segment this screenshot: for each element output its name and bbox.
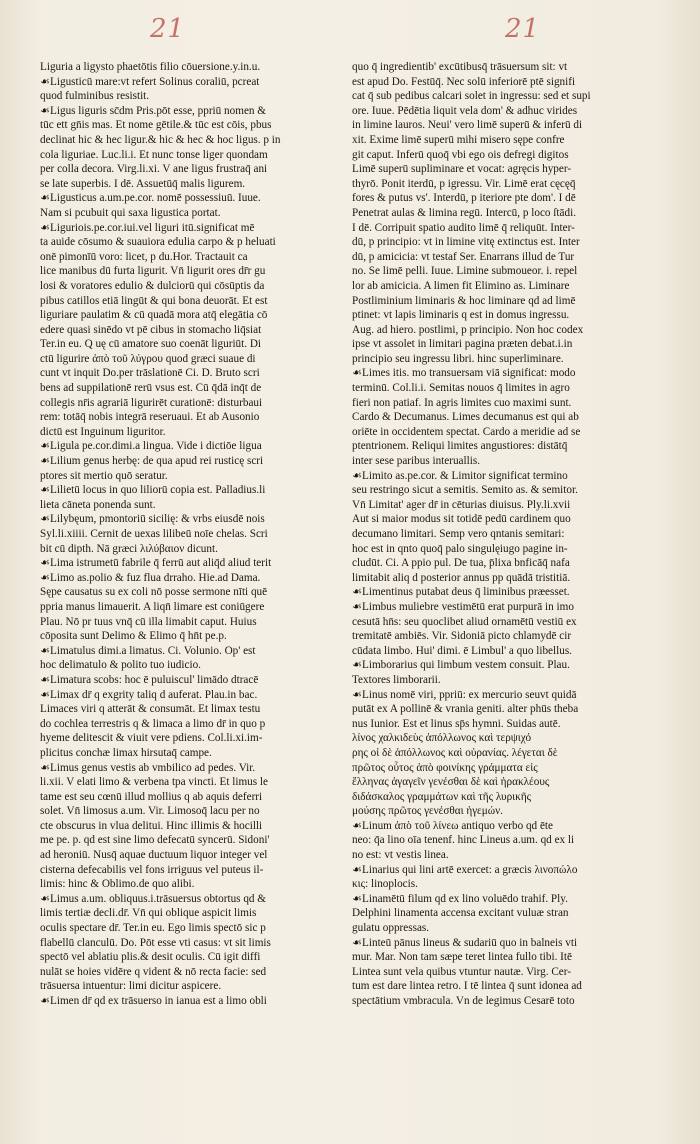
text-line: dū, p principio: vt in limine vitę extinctus est. Inter: [352, 236, 580, 249]
text-line: tum est dare lintea retro. I tē lintea q̄ sunt idonea ad: [352, 980, 582, 993]
text-line: oriēte in occidentem spectat. Cardo a meridie ad se: [352, 425, 581, 438]
text-line: cunt vt inquit Do.per trāslationē Ci. D. Bruto scri: [40, 367, 260, 380]
text-line: Sępe causatus su ex coli nō posse sermone nīti quē: [40, 586, 268, 599]
text-line: xit. Exime limē superū mihi misero sępe confre: [352, 133, 565, 146]
text-line: ☙Ligusticus a.um.pe.cor. nomē possessiuū. Iuue.: [40, 192, 261, 205]
text-line: ρης οἱ δὲ ἀπόλλωνος καὶ οὐρανίας. λέγεται δὲ: [352, 746, 558, 759]
text-line: cte obscurus in vlua delitui. Hinc illimis & hocilli: [40, 819, 263, 832]
text-line: ☙Limo as.polio & fuz flua drraho. Hie.ad Dama.: [40, 571, 261, 584]
text-line: Syl.li.xiiii. Cernit de uexas lilibeū noīe chelas. Scri: [40, 528, 268, 540]
text-line: ☙Lilium genus herbę: de qua apud rei rusticę scri: [40, 455, 264, 468]
text-line: I dē. Corripuit spatio audito limē q̄ reliquūt. Inter-: [352, 221, 575, 234]
text-line: ptentrionem. Reliqui limites angustiores: distātq̄: [352, 440, 568, 453]
text-line: ptinet: vt lapis liminaris q est in domus ingressu.: [352, 309, 570, 322]
text-line: seu restringo sicut a semitis. Semito as. & semitor.: [352, 484, 578, 497]
text-line: limitabit aliq d posterior annus pp quādā tristitiā.: [352, 571, 571, 584]
text-line: do cochlea terrestris q & limaca a limo dr̄ in quo p: [40, 717, 266, 730]
folio-number-left: 21: [150, 14, 186, 44]
text-line: in limine lauros. Neui' vero limē superū & inferū di: [352, 119, 583, 132]
text-line: hoc delimatulo & polito tuo iudicio.: [40, 659, 201, 672]
text-line: Delphini linamenta accensa excitant vuluæ stran: [352, 907, 569, 920]
text-line: rem: totāq̄ nobis integrā reseruaui. Et ab Ausonio: [40, 411, 260, 424]
text-line: ppria manus limauerit. A liqn̄ limare est coniūgere: [40, 600, 265, 613]
text-line: pibus catillos etiā lingūt & qui bona deuorāt. Et est: [40, 294, 268, 307]
text-line: hoc est in qnto quoq̄ palo singulęiugo pagine in-: [352, 542, 568, 555]
text-line: Lintea sunt vela quibus vtuntur nautæ. Virg. Cer-: [352, 965, 571, 978]
text-line: cola liguriae. Luc.li.i. Et nunc tonse liger quondam: [40, 148, 268, 161]
text-line: li.xii. V elati limo & verbena tpa vincti. Et limus le: [40, 776, 268, 789]
text-line: ad heroniū. Nusq̄ aquae ductuum liquor integer vel: [40, 849, 268, 862]
text-line: bit cū dipth. Nā græci λιλύβαιον dicunt.: [40, 542, 218, 555]
text-line: ☙Linum ἀπὸ τοῦ λίνεω antiquo verbo qd ēte: [352, 819, 553, 832]
text-line: ἕλληνας ἀγαγεῖν γενέσθαι δὲ καὶ ἡρακλέους: [352, 776, 550, 789]
text-line: edere quasi sinēdo vt pē cibus in stomacho liq̄siat: [40, 323, 262, 336]
text-line: onē pimonīū voro: licet, p du.Hor. Tractauit ca: [40, 250, 248, 263]
text-line: ta auide cōsumo & suauiora edulia carpo & p heluati: [40, 236, 276, 249]
text-line: no. Se limē pelli. Iuue. Limine submoueor. i. repel: [352, 265, 578, 278]
text-line: neo: q̄a lino oīa tenenf. hinc Lineus a.um. qd ex li: [352, 834, 575, 847]
text-line: ☙Lima istrumetū fabrile q̄ ferrū aut aliq̄d aliud terit: [40, 557, 272, 570]
text-line: ☙Limborarius qui limbum vestem consuit. Plau.: [352, 659, 570, 672]
text-line: quod fulminibus resistit.: [40, 90, 150, 103]
text-line: ☙Linamētū filum qd ex lino voluēdo trahif. Ply.: [352, 892, 568, 905]
text-line: lice manibus dū furta ligurit. Vn̄ ligurit ores dr̄r gu: [40, 265, 266, 278]
text-line: ☙Ligula pe.cor.dimi.a lingua. Vide i dictiōe ligua: [40, 440, 262, 453]
text-line: cat q̄ sub pedibus calcari solet in ingressu: sed et supi: [352, 90, 591, 103]
text-line: lor ab amicicia. A limen fit Elimino as. Liminare: [352, 279, 570, 292]
text-line: spectātium vmbracula. Vn de legimus Cesarē toto: [352, 995, 575, 1007]
text-line: git caput. Inferū quoq̄ vbi ego ois defregi digitos: [352, 148, 569, 161]
text-line: plicitus conchæ limax hirsutaq̄ campe.: [40, 746, 212, 759]
text-line: ☙Limus genus vestis ab vmbilico ad pedes. Vir.: [40, 761, 256, 774]
text-line: Ter.in eu. Q uę cū amatore suo coenāt liguriūt. Di: [40, 338, 262, 351]
text-line: quo q̄ ingredientib' excūtibusq̄ trāsuersum sit: vt: [352, 61, 568, 73]
text-line: Nam si pcubuit qui saxa ligustica portat.: [40, 206, 221, 219]
text-line: principio seu ingressu libri. hinc superliminare.: [352, 352, 564, 365]
text-line: ☙Limito as.pe.cor. & Limitor significat termino: [352, 469, 568, 482]
text-line: flabellū clanculū. Do. Pōt esse vti casus: vt sit limis: [40, 936, 271, 949]
text-line: ☙Limentinus putabat deus q̄ liminibus præesset.: [352, 586, 570, 599]
text-line: hyeme delitescit & viuit vere pdiens. Col.li.xi.im-: [40, 732, 263, 745]
text-line: λίνος χαλκιδεὺς ἀπόλλωνος καὶ τερψιχό: [352, 732, 532, 745]
left-text-column: [40, 60, 338, 1009]
text-line: per colla decora. Virg.li.xi. V ane ligus frustraq̄ ani: [40, 163, 268, 176]
text-line: no est: vt vestis linea.: [352, 849, 449, 862]
text-line: ☙Limatulus dimi.a limatus. Ci. Volunio. Op' est: [40, 644, 256, 657]
text-line: cōposita sunt Delimo & Elimo q̄ hn̄t pe.p.: [40, 630, 227, 643]
text-line: Postliminium liminaris & hoc liminare qd ad limē: [352, 294, 576, 307]
text-line: solet. Vn̄ limosus a.um. Vir. Limosoq̄ lacu per no: [40, 805, 260, 818]
text-line: liguriare paulatim & cū quadā mora atq̄ elegātia cō: [40, 309, 268, 322]
text-line: cūdata limbo. Hui' dimi. ē Limbul' a quo libellus.: [352, 644, 572, 657]
text-line: ☙Limus a.um. obliquus.i.trāsuersus obtortus qd &: [40, 892, 267, 905]
text-line: Aut si maior modus sit totidē pedū cardinem quo: [352, 513, 571, 526]
text-line: μούσης πρῶτος γενέσθαι ἡγεμών.: [352, 805, 503, 818]
text-line: collegis nr̄is agrariā ligurirēt curationē: disturbaui: [40, 396, 263, 409]
text-line: lieta cāneta ponenda sunt.: [40, 498, 156, 511]
text-line: mur. Mar. Non tam sæpe teret lintea fullo tibi. Itē: [352, 951, 572, 964]
text-line: πρῶτος οὗτος ἀπὸ φοινίκης γράμματα εἰς: [352, 761, 538, 774]
text-line: Vn̄ Limitat' ager dr̄ in cēturias diuisus. Ply.li.xvii: [352, 498, 571, 511]
text-line: ☙Lilietū locus in quo liliorū copia est. Palladius.li: [40, 484, 266, 497]
text-line: nus Iunior. Est et linus sp̄s hymni. Suidas autē.: [352, 717, 561, 730]
text-line: bens ad suppilationē rerū vsus est. Cū q̄dā inq̄t de: [40, 382, 262, 395]
text-line: est apud Do. Festūq̄. Nec solū inferiorē ptē signifi: [352, 75, 576, 88]
text-line: oculis spectare dr̄. Ter.in eu. Ego limis spectō sic p: [40, 922, 266, 935]
text-line: ☙Ligusticū mare:vt refert Solinus coraliū, pcreat: [40, 75, 260, 88]
text-line: ☙Limbus muliebre vestimētū erat purpurā in imo: [352, 600, 574, 613]
text-line: trāsuersa intuentur: limi dicitur aspicere.: [40, 980, 222, 993]
text-line: Limaces viri q atterāt & consumāt. Et limax testu: [40, 703, 261, 716]
text-line: Cardo & Decumanus. Limes decumanus est qui ab: [352, 411, 579, 424]
text-line: Aug. ad hiero. postlimi, p principio. Non hoc codex: [352, 323, 584, 336]
text-line: fores & putus vs'. Interdū, p iteriore pte dom'. I dē: [352, 192, 576, 205]
text-line: ☙Liguriois.pe.cor.iui.vel liguri itū.significat mē: [40, 221, 255, 234]
text-line: cesutā hn̄s: seu quoclibet aliud ornamētū vestiū ex: [352, 615, 577, 628]
text-line: ☙Linteū pānus lineus & sudariū quo in balneis vti: [352, 936, 578, 949]
folio-number-right: 21: [505, 14, 541, 44]
text-line: ☙Linarius qui lini artē exercet: a græcis λινοπώλο: [352, 863, 578, 876]
text-line: ☙Limax dr̄ q exgrity taliq d auferat. Plau.in bac.: [40, 688, 258, 701]
text-line: se late superbis. I dē. Assuetūq̄ malis ligurem.: [40, 177, 246, 190]
text-line: limis: hinc & Oblimo.de quo alibi.: [40, 878, 195, 891]
text-line: terminū. Col.li.i. Semitas nouos q̄ limites in agro: [352, 382, 570, 395]
text-line: ctū ligurire ἀπὸ τοῦ λύγρου quod græci suaue di: [40, 352, 256, 365]
text-line: inter sese paribus interuallis.: [352, 455, 481, 468]
text-line: Textores limborarii.: [352, 673, 441, 686]
text-line: ore. Iuue. Pēdētia liquit vela dom' & adhuc virides: [352, 104, 578, 117]
text-line: me pe. p. qd est sine limo defecatū syncerū. Sidoni': [40, 834, 270, 847]
text-line: decumano limitari. Semp vero qntanis semitari:: [352, 528, 565, 540]
text-line: ☙Ligus liguris sc̄dm Pris.pōt esse, ppriū nomen &: [40, 104, 267, 117]
text-line: limis tertiæ decli.dr̄. Vn̄ qui oblique aspicit limis: [40, 907, 257, 920]
text-line: Plau. Nō pr tuus vnq̄ cū illa limabit caput. Huius: [40, 615, 257, 628]
text-line: fieri non patiaf. In agris limites cuo maximi sunt.: [352, 396, 572, 409]
text-line: Liguria a ligysto phaetōtis filio cōuersione.y.in.u.: [40, 61, 261, 73]
right-text-column: [352, 60, 662, 1009]
text-line: ☙Limen dr̄ qd ex trāsuerso in ianua est a limo obli: [40, 995, 267, 1007]
text-line: cludūt. Ci. A ppio pul. De tua, p̄lixa bnficāq̄ nafa: [352, 557, 570, 570]
text-line: tūc ett gn̄is mas. Et nome gētile.& tūc est cōis, pbus: [40, 119, 272, 132]
text-line: ☙Limes itis. mo transuersam viā significat: modo: [352, 367, 576, 380]
text-line: declinat hic & hec ligur.& hic & hec & hoc ligus. p in: [40, 133, 281, 146]
text-line: dū, p amicicia: vt testaf Ser. Enarrans illud de Tur: [352, 250, 575, 263]
text-line: tremitatē ambiēs. Vir. Sidoniā picto chlamydē cir: [352, 630, 572, 643]
text-line: ☙Limatura scobs: hoc ē puluiscul' limādo dtracē: [40, 673, 259, 686]
text-line: thyrō. Ponit iterdū, p igressu. Vir. Limē erat cęcęq̄: [352, 177, 576, 190]
text-line: ipse vt assolet in limitari pagina præten debat.i.in: [352, 338, 573, 351]
text-line: κις: linoplocis.: [352, 878, 418, 891]
text-line: tame est seu cœnū illud mollius q ab aquis deferri: [40, 790, 263, 803]
text-line: Penetrat aulas & limina regū. Intercū, p loco ſtādi.: [352, 206, 576, 219]
text-line: nulāt se hoies vidēre q vident & nō recta facie: sed: [40, 965, 267, 978]
text-line: ☙Lilybęum, pmontoriū sicilię: & vrbs eiusdē nois: [40, 513, 265, 526]
text-line: dictū est Inguinum liguritor.: [40, 425, 166, 438]
text-line: ptores sit mertio quō seratur.: [40, 469, 168, 482]
text-line: ☙Linus nomē viri, ppriū: ex mercurio seuvt quidā: [352, 688, 577, 701]
text-line: cisterna defecabilis vel fons irriguus vel puteus il-: [40, 863, 264, 876]
text-line: spectō vel ablatiu plis.& desit oculis. Cū igit diffi: [40, 951, 261, 964]
text-line: losi & voratores edulio & dulciorū qui cōsūptis da: [40, 279, 265, 292]
text-line: gulatu oppressas.: [352, 922, 430, 935]
text-line: διδάσκαλος γραμμάτων καὶ τῆς λυρικῆς: [352, 790, 532, 803]
text-line: Limē superū supliminare et vocat: agręcis hyper-: [352, 163, 572, 176]
text-line: putāt ex A pollinē & vrania geniti. alter phūs theba: [352, 703, 579, 716]
